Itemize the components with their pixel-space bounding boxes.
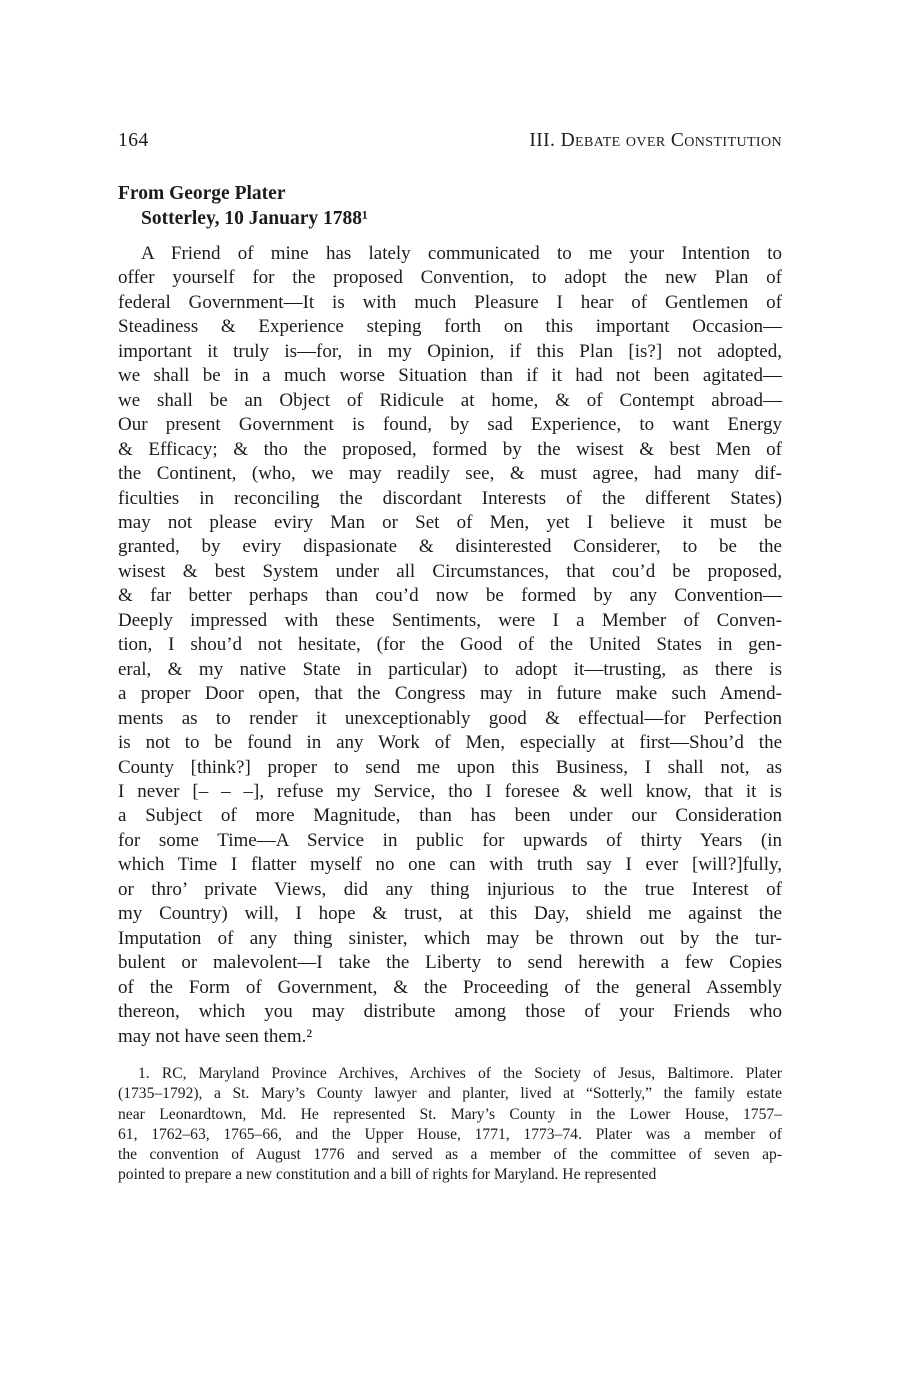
letter-body-line: or thro’ private Views, did any thing injurious to the true Interest of (118, 878, 782, 900)
letter-heading-dateline: Sotterley, 10 January 1788¹ (141, 208, 368, 229)
letter-body-line: granted, by eviry dispasionate & disinterested Considerer, to be the (118, 536, 782, 558)
letter-body-line: bulent or malevolent—I take the Liberty to send herewith a few Copies (118, 952, 782, 974)
footnote-line: near Leonardtown, Md. He represented St. Mary’s County in the Lower House, 1757– (118, 1105, 782, 1123)
letter-body-line: federal Government—It is with much Pleasure I hear of Gentlemen of (118, 291, 782, 313)
letter-body-line: we shall be an Object of Ridicule at home, & of Contempt abroad— (118, 389, 782, 411)
letter-body-line: offer yourself for the proposed Convention, to adopt the new Plan of (118, 267, 782, 289)
letter-body-line: we shall be in a much worse Situation than if it had not been agitated— (118, 365, 782, 387)
letter-body-line: Our present Government is found, by sad Experience, to want Energy (118, 414, 782, 436)
letter-body-line: may not have seen them.² (118, 1025, 313, 1047)
letter-body-line: & Efficacy; & tho the proposed, formed by the wisest & best Men of (118, 438, 782, 460)
letter-body-line: wisest & best System under all Circumstances, that cou’d be proposed, (118, 560, 782, 582)
letter-body-line: & far better perhaps than cou’d now be formed by any Convention— (118, 585, 782, 607)
letter-body-line: important it truly is—for, in my Opinion, if this Plan [is?] not adopted, (118, 340, 782, 362)
letter-body-line: is not to be found in any Work of Men, especially at first—Shou’d the (118, 732, 782, 754)
letter-body-line: A Friend of mine has lately communicated to me your Intention to (141, 243, 782, 264)
footnote-line: the convention of August 1776 and served as a member of the committee of seven ap- (118, 1146, 782, 1164)
letter-body-line: the Continent, (who, we may readily see, & must agree, had many dif- (118, 463, 782, 485)
letter-body-line: ficulties in reconciling the discordant Interests of the different States) (118, 487, 782, 509)
footnote-line: 1. RC, Maryland Province Archives, Archives of the Society of Jesus, Baltimore. Plater (138, 1064, 782, 1082)
letter-body-line: a proper Door open, that the Congress may in future make such Amend- (118, 683, 782, 705)
running-header (118, 130, 782, 152)
letter-body-line: Steadiness & Experience steping forth on this important Occasion— (118, 316, 782, 338)
letter-body-line: for some Time—A Service in public for upwards of thirty Years (in (118, 829, 782, 851)
letter-body-line: I never [– – –], refuse my Service, tho I foresee & well know, that it is (118, 780, 782, 802)
running-head-title: III. Debate over Constitution (529, 130, 782, 151)
letter-body-line: may not please eviry Man or Set of Men, yet I believe it must be (118, 511, 782, 533)
letter-body-line: eral, & my native State in particular) to adopt it—trusting, as there is (118, 658, 782, 680)
page-number: 164 (118, 130, 149, 151)
footnotes (118, 1064, 782, 1186)
letter-body (118, 242, 782, 1049)
letter-body-line: Deeply impressed with these Sentiments, were I a Member of Conven- (118, 609, 782, 631)
letter-body-line: tion, I shou’d not hesitate, (for the Good of the United States in gen- (118, 634, 782, 656)
footnote-line: (1735–1792), a St. Mary’s County lawyer and planter, lived at “Sotterly,” the family estate (118, 1085, 782, 1103)
footnote-line: pointed to prepare a new constitution and a bill of rights for Maryland. He represented (118, 1166, 657, 1184)
letter-body-line: a Subject of more Magnitude, than has been under our Consideration (118, 805, 782, 827)
letter-body-line: Imputation of any thing sinister, which may be thrown out by the tur- (118, 927, 782, 949)
letter-heading-from: From George Plater (118, 183, 286, 204)
letter-body-line: ments as to render it unexceptionably good & effectual—for Perfection (118, 707, 782, 729)
letter-body-line: of the Form of Government, & the Proceeding of the general Assembly (118, 976, 782, 998)
letter-body-line: thereon, which you may distribute among those of your Friends who (118, 1001, 782, 1023)
letter-body-line: County [think?] proper to send me upon this Business, I shall not, as (118, 756, 782, 778)
letter-body-line: my Country) will, I hope & trust, at this Day, shield me against the (118, 903, 782, 925)
footnote-line: 61, 1762–63, 1765–66, and the Upper House, 1771, 1773–74. Plater was a member of (118, 1125, 782, 1143)
letter-body-line: which Time I flatter myself no one can with truth say I ever [will?]fully, (118, 854, 782, 876)
